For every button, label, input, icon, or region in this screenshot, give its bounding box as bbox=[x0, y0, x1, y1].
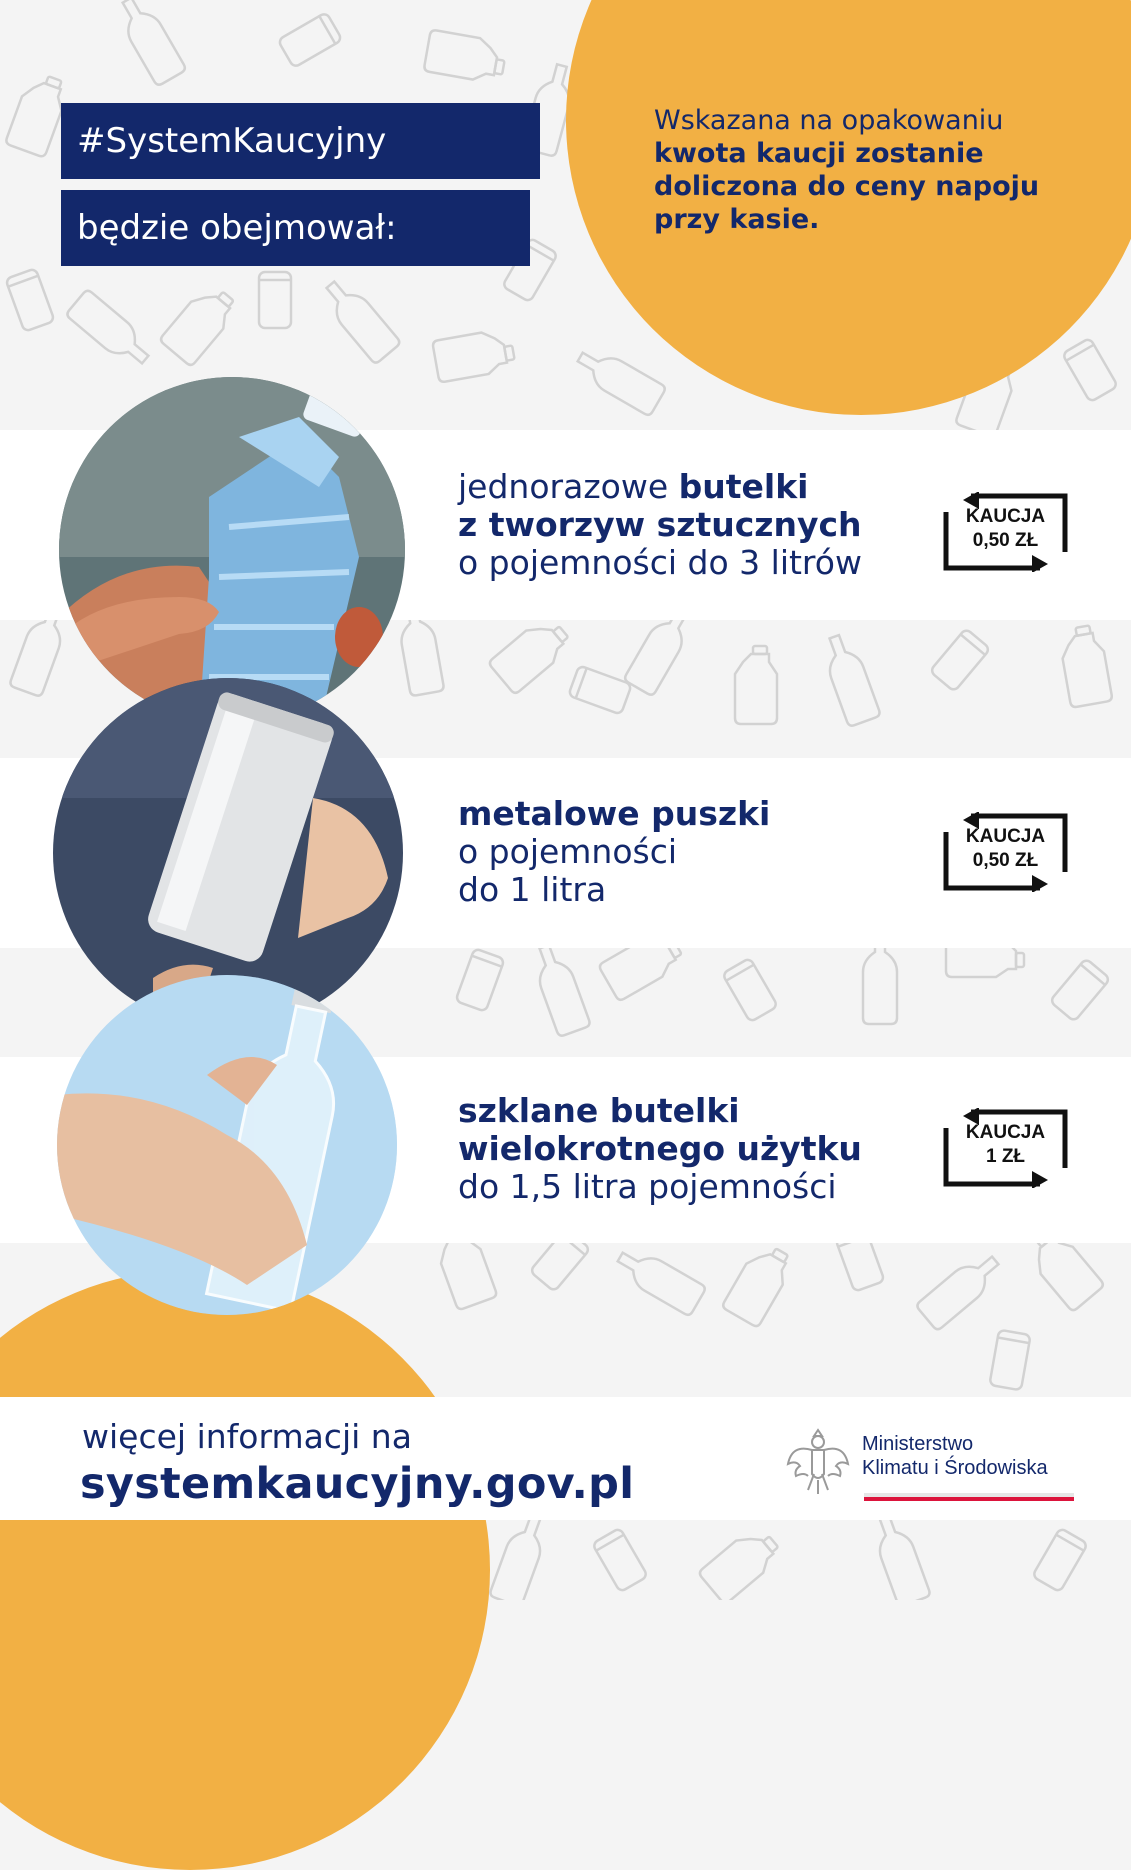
item-metal-cans-text bbox=[458, 795, 770, 909]
subtitle-text: będzie obejmował: bbox=[77, 208, 397, 248]
item-3-line2: wielokrotnego użytku bbox=[458, 1129, 862, 1168]
item-glass-bottles-text bbox=[458, 1092, 862, 1206]
website-link[interactable]: systemkaucyjny.gov.pl bbox=[80, 1459, 635, 1509]
badge-2-title: KAUCJA bbox=[965, 826, 1046, 847]
plastic-bottle-photo bbox=[59, 377, 405, 723]
ministry-line1: Ministerstwo bbox=[862, 1433, 974, 1455]
item-1-line1-bold: butelki bbox=[678, 467, 809, 506]
item-2-line1: metalowe puszki bbox=[458, 794, 771, 833]
polish-eagle-emblem-icon bbox=[786, 1424, 850, 1498]
badge-3-amount: 1 ZŁ bbox=[985, 1146, 1026, 1167]
hashtag-title bbox=[61, 103, 540, 179]
item-plastic-bottles-text bbox=[458, 468, 862, 582]
intro-bold: kwota kaucji zostanie doliczona do ceny napoju przy kasie. bbox=[654, 138, 1040, 235]
item-1-line3: o pojemności do 3 litrów bbox=[458, 543, 862, 582]
badge-1-title: KAUCJA bbox=[965, 506, 1046, 527]
intro-regular: Wskazana na opakowaniu bbox=[654, 105, 1004, 136]
badge-3-title: KAUCJA bbox=[965, 1122, 1046, 1143]
more-info-text: więcej informacji na bbox=[82, 1417, 412, 1456]
deposit-badge-1 bbox=[943, 492, 1068, 572]
glass-bottle-photo bbox=[57, 975, 397, 1315]
badge-1-amount: 0,50 ZŁ bbox=[972, 530, 1039, 551]
item-3-line3: do 1,5 litra pojemności bbox=[458, 1167, 837, 1206]
ministry-line2: Klimatu i Środowiska bbox=[862, 1457, 1048, 1479]
badge-2-amount: 0,50 ZŁ bbox=[972, 850, 1039, 871]
intro-text bbox=[654, 104, 1094, 236]
item-1-line1-regular: jednorazowe bbox=[458, 467, 679, 506]
polish-flag-stripe bbox=[864, 1493, 1074, 1501]
item-3-line1: szklane butelki bbox=[458, 1091, 740, 1130]
item-1-line2: z tworzyw sztucznych bbox=[458, 505, 862, 544]
deposit-badge-2 bbox=[943, 812, 1068, 892]
item-2-line3: do 1 litra bbox=[458, 870, 607, 909]
hashtag-text: #SystemKaucyjny bbox=[77, 121, 387, 161]
item-2-line2: o pojemności bbox=[458, 832, 678, 871]
subtitle-box bbox=[61, 190, 530, 266]
ministry-name bbox=[862, 1432, 1048, 1480]
deposit-badge-3 bbox=[943, 1108, 1068, 1188]
